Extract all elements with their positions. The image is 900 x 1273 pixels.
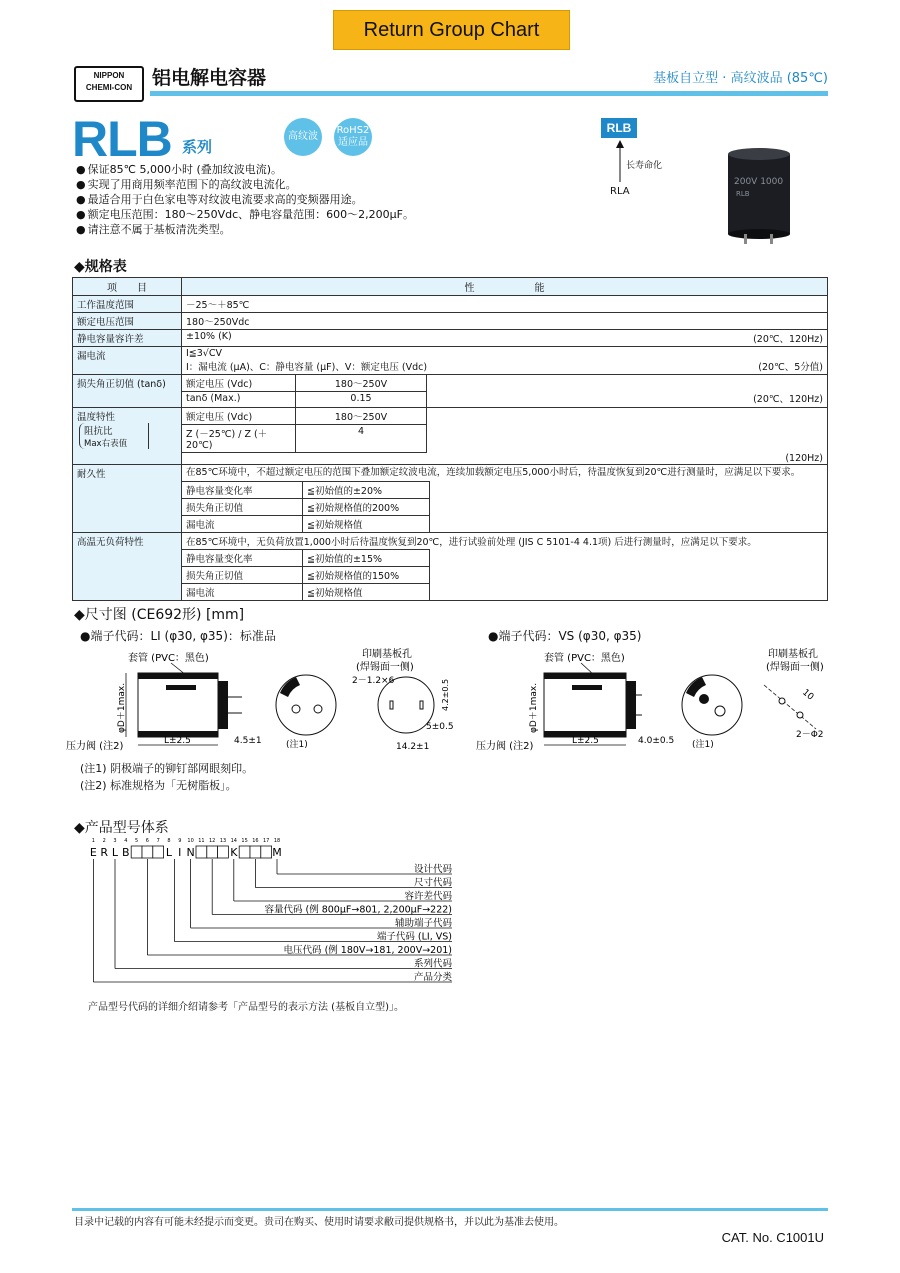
code-box xyxy=(261,846,272,858)
li-hole-label: 2－1.2×6 xyxy=(352,676,395,686)
shelf-row-val: ≦初始规格值 xyxy=(303,584,430,601)
code-box xyxy=(250,846,261,858)
vs-length-label: L±2.5 xyxy=(572,736,599,746)
tan-r2c1: tanδ (Max.) xyxy=(182,392,296,408)
temp-char-label-cell xyxy=(73,408,182,465)
col-item: 项 目 xyxy=(73,278,182,296)
tan-cond: (20℃、120Hz) xyxy=(753,394,823,405)
code-field-label: 端子代码 (LI, VS) xyxy=(376,931,452,943)
code-field-label: 辅助端子代码 xyxy=(394,918,452,929)
lineage-old-series: RLA xyxy=(610,186,630,197)
part-number-diagram xyxy=(80,834,500,994)
digit-position: 16 xyxy=(252,838,259,844)
rohs-badge-line1: RoHS2 xyxy=(336,125,370,136)
feature-list xyxy=(76,162,414,237)
vs-diameter-label: φD＋1max. xyxy=(529,682,539,733)
endurance-row-val: ≦初始值的±20% xyxy=(303,482,430,499)
digit-position: 3 xyxy=(113,838,117,844)
rohs-badge xyxy=(334,118,372,156)
li-pcb-side: (焊锡面一侧) xyxy=(356,662,414,673)
cap-tolerance-value: ±10% (K) xyxy=(186,331,232,342)
col-performance: 性 能 xyxy=(182,278,828,296)
code-field-label: 容量代码 (例 800μF→801, 2,200μF→222) xyxy=(264,904,452,916)
logo-line1: NIPPON xyxy=(93,71,125,80)
digit-position: 4 xyxy=(124,838,128,844)
code-box xyxy=(239,846,250,858)
code-field-label: 产品分类 xyxy=(413,972,452,983)
series-suffix: 系列 xyxy=(182,138,213,156)
digit-position: 10 xyxy=(187,838,194,844)
endurance-row-val: ≦初始规格值 xyxy=(303,516,430,533)
digit-position: 15 xyxy=(241,838,248,844)
digit-position: 13 xyxy=(219,838,227,844)
vs-pcb-side: (焊锡面一侧) xyxy=(766,662,824,673)
lineage-note: 长寿命化 xyxy=(626,161,663,171)
high-ripple-badge: 高纹波 xyxy=(284,118,322,156)
code-letter: B xyxy=(122,846,130,859)
page-title: 铝电解电容器 xyxy=(152,67,267,89)
temp-char-sub1: 阻抗比 xyxy=(84,426,113,437)
footer-rule xyxy=(72,1208,828,1211)
li-vent-label: 压力阀 (注2) xyxy=(66,741,124,752)
li-diameter-label: φD＋1max. xyxy=(117,682,127,733)
code-letter: M xyxy=(272,846,282,859)
shelf-row-key: 损失角正切值 xyxy=(182,567,303,584)
feature-item: ● 实现了用商用频率范围下的高纹波电流化。 xyxy=(76,177,414,192)
header-rule xyxy=(150,91,828,96)
li-note1-mark: (注1) xyxy=(286,740,308,750)
rated-voltage-label: 额定电压范围 xyxy=(73,313,182,330)
code-box xyxy=(207,846,218,858)
endurance-row-val: ≦初始规格值的200% xyxy=(303,499,430,516)
rohs-badge-line2: 适应品 xyxy=(338,137,368,148)
endurance-label: 耐久性 xyxy=(73,465,182,533)
li-pitch: 14.2±1 xyxy=(396,742,430,752)
endurance-table xyxy=(182,481,430,532)
temp-char-label: 温度特性 xyxy=(77,412,116,423)
li-sleeve-label: 套管 (PVC：黑色) xyxy=(128,653,209,664)
shelf-life-label: 高温无负荷特性 xyxy=(73,533,182,601)
feature-item: ● 额定电压范围：180～250Vdc、静电容量范围：600～2,200μF。 xyxy=(76,207,414,222)
vs-terminal-title: ●端子代码：VS (φ30, φ35) xyxy=(488,629,642,643)
shelf-life-cell xyxy=(182,533,828,601)
code-field-label: 系列代码 xyxy=(413,958,452,970)
vs-pitch: 10 xyxy=(800,687,816,703)
vs-sleeve-label: 套管 (PVC：黑色) xyxy=(544,653,625,664)
code-letter: L xyxy=(165,846,173,859)
spec-section-title: ◆ 规格表 xyxy=(74,256,127,276)
catalog-number: CAT. No. C1001U xyxy=(721,1230,824,1245)
tan-r1c2: 180～250V xyxy=(296,375,427,392)
vs-pcb-label: 印刷基板孔 xyxy=(768,649,818,660)
header-subtitle: 基板自立型 · 高纹波品 (85℃) xyxy=(653,71,828,86)
leakage-label: 漏电流 xyxy=(73,347,182,375)
rated-voltage-value: 180～250Vdc xyxy=(182,313,828,330)
code-field-label: 容许差代码 xyxy=(404,891,452,902)
code-letter: N xyxy=(186,846,195,859)
spec-table xyxy=(72,277,828,601)
part-number-reference: 产品型号代码的详细介绍请参考「产品型号的表示方法 (基板自立型)」。 xyxy=(88,1002,404,1013)
temp-r1c1: 额定电压 (Vdc) xyxy=(182,408,296,425)
product-label-1: 200V 1000 xyxy=(734,177,784,187)
li-hole-height: 4.2±0.5 xyxy=(441,678,450,711)
vs-vent-label: 压力阀 (注2) xyxy=(476,741,534,752)
part-number-section-title: ◆ 产品型号体系 xyxy=(74,817,169,837)
nippon-chemicon-logo xyxy=(74,66,144,102)
vs-note1-mark: (注1) xyxy=(692,740,714,750)
tan-r2c2: 0.15 xyxy=(296,392,427,408)
shelf-life-table xyxy=(182,549,430,600)
code-letter: L xyxy=(111,846,119,859)
digit-position: 6 xyxy=(145,838,149,844)
logo-line2: CHEMI-CON xyxy=(85,83,133,92)
temp-r2c1: Z (－25℃) / Z (＋20℃) xyxy=(182,425,296,453)
li-terminal-title: ●端子代码：LI (φ30, φ35)：标准品 xyxy=(80,629,276,643)
cap-tolerance-cell xyxy=(182,330,828,347)
shelf-row-val: ≦初始值的±15% xyxy=(303,550,430,567)
tan-delta-table xyxy=(182,375,427,407)
digit-position: 17 xyxy=(263,838,270,844)
op-temp-value: －25～＋85℃ xyxy=(182,296,828,313)
digit-position: 7 xyxy=(156,838,160,844)
li-dimension-drawing xyxy=(66,645,476,755)
vs-dimension-drawing xyxy=(476,645,836,755)
code-field-label: 尺寸代码 xyxy=(413,877,452,889)
temp-char-cell xyxy=(182,408,828,465)
code-field-label: 电压代码 (例 180V→181, 200V→201) xyxy=(283,945,452,956)
code-box xyxy=(196,846,207,858)
dimensions-section-title: ◆ 尺寸图 (CE692形) [mm] xyxy=(74,604,244,624)
temp-char-table xyxy=(182,408,427,453)
leakage-desc: I：漏电流 (μA)、C：静电容量 (μF)、V：额定电压 (Vdc) xyxy=(186,362,428,373)
op-temp-label: 工作温度范围 xyxy=(73,296,182,313)
capacitor-photo xyxy=(724,146,794,246)
shelf-life-desc: 在85℃环境中，无负荷放置1,000小时后待温度恢复到20℃，进行试验前处理 (JIS C 5101-4 4.1项) 后进行测量时，应满足以下要求。 xyxy=(186,537,757,548)
vs-hole-label: 2－Φ2 xyxy=(796,730,824,740)
footer-disclaimer: 目录中记载的内容有可能未经提示而变更。贵司在购买、使用时请要求敝司提供规格书，并以此为基准去使用。 xyxy=(74,1217,564,1228)
feature-item: ● 请注意不属于基板清洗类型。 xyxy=(76,222,414,237)
endurance-row-key: 静电容量变化率 xyxy=(182,482,303,499)
lineage-new-series: RLB xyxy=(601,118,637,138)
tan-delta-label: 损失角正切值 (tanδ) xyxy=(73,375,182,408)
leakage-cond: (20℃、5分值) xyxy=(758,362,823,373)
product-label-2: RLB xyxy=(736,190,750,198)
endurance-cell xyxy=(182,465,828,533)
li-lead-label: 4.5±1 xyxy=(234,736,262,746)
note2: (注2) 标准规格为「无树脂板」。 xyxy=(80,779,237,792)
leakage-formula: I≦3√CV xyxy=(186,348,222,359)
temp-r1c2: 180～250V xyxy=(296,408,427,425)
code-letter: I xyxy=(178,846,182,859)
endurance-row-key: 漏电流 xyxy=(182,516,303,533)
return-group-chart-button[interactable]: Return Group Chart xyxy=(333,10,570,50)
temp-r2c2: 4 xyxy=(296,425,427,453)
series-name: RLB xyxy=(72,111,172,167)
digit-position: 9 xyxy=(178,838,182,844)
leakage-cell xyxy=(182,347,828,375)
temp-char-sub2: Max右表值 xyxy=(84,439,128,449)
temp-char-bracket xyxy=(79,423,149,449)
code-box xyxy=(142,846,153,858)
digit-position: 14 xyxy=(230,838,237,844)
cap-tolerance-cond: (20℃、120Hz) xyxy=(753,334,823,345)
note1: (注1) 阴极端子的铆钉部网眼刻印。 xyxy=(80,762,254,775)
endurance-desc: 在85℃环境中，不超过额定电压的范围下叠加额定纹波电流，连续加载额定电压5,000小时后，待温度恢复到20℃进行测量时，应满足以下要求。 xyxy=(186,467,801,478)
digit-position: 1 xyxy=(91,838,95,844)
code-box xyxy=(153,846,164,858)
digit-position: 11 xyxy=(198,838,205,844)
tan-r1c1: 额定电压 (Vdc) xyxy=(182,375,296,392)
temp-cond: (120Hz) xyxy=(785,453,823,464)
feature-item: ● 最适合用于白色家电等对纹波电流要求高的变频器用途。 xyxy=(76,192,414,207)
shelf-row-key: 漏电流 xyxy=(182,584,303,601)
code-box xyxy=(131,846,142,858)
vs-lead-label: 4.0±0.5 xyxy=(638,736,675,746)
code-field-label: 设计代码 xyxy=(413,864,452,875)
endurance-row-key: 损失角正切值 xyxy=(182,499,303,516)
digit-position: 2 xyxy=(102,838,106,844)
li-hole-width: 5±0.5 xyxy=(426,722,454,732)
li-pcb-label: 印刷基板孔 xyxy=(362,649,412,660)
feature-item: ● 保证85℃ 5,000小时 (叠加纹波电流)。 xyxy=(76,162,414,177)
li-length-label: L±2.5 xyxy=(164,736,191,746)
digit-position: 12 xyxy=(209,838,216,844)
code-box xyxy=(218,846,229,858)
code-letter: E xyxy=(89,846,97,859)
code-letter: R xyxy=(100,846,109,859)
digit-position: 8 xyxy=(167,838,171,844)
cap-tolerance-label: 静电容量容许差 xyxy=(73,330,182,347)
code-letter: K xyxy=(230,846,238,859)
shelf-row-key: 静电容量变化率 xyxy=(182,550,303,567)
digit-position: 5 xyxy=(135,838,139,844)
shelf-row-val: ≦初始规格值的150% xyxy=(303,567,430,584)
tan-delta-cell xyxy=(182,375,828,408)
digit-position: 18 xyxy=(273,838,281,844)
